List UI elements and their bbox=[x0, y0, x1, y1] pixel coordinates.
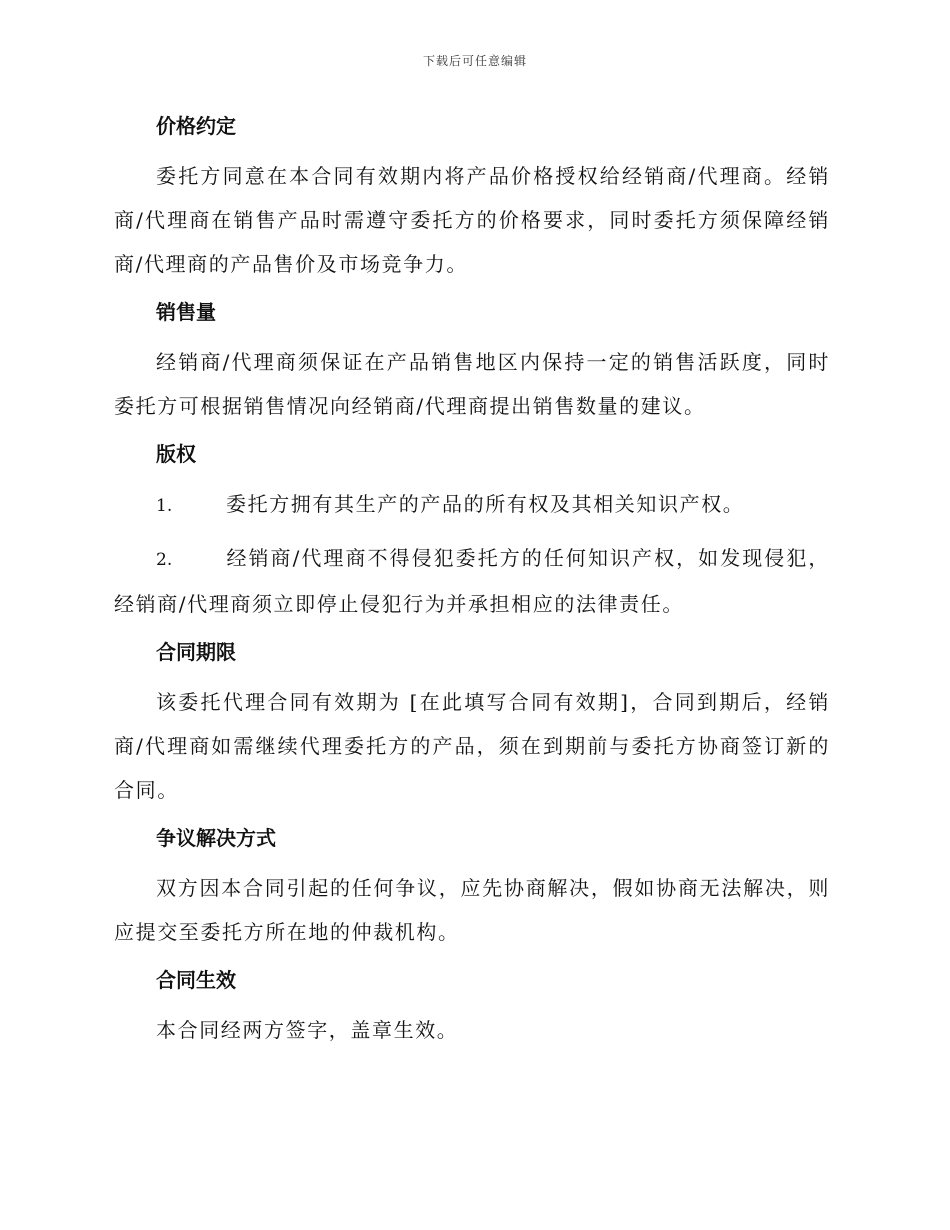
section-heading: 合同期限 bbox=[156, 640, 236, 664]
item-text: 委托方拥有其生产的产品的所有权及其相关知识产权。 bbox=[226, 492, 745, 516]
section-paragraph: 经销商/代理商须保证在产品销售地区内保持一定的销售活跃度，同时委托方可根据销售情况向经销商/代理商提出销售数量的建议。 bbox=[114, 350, 830, 418]
document-body bbox=[114, 108, 830, 1060]
section-contract-term bbox=[114, 634, 830, 812]
section-paragraph: 本合同经两方签字，盖章生效。 bbox=[156, 1018, 459, 1042]
numbered-item bbox=[114, 536, 830, 626]
section-copyright bbox=[114, 436, 830, 626]
section-dispute-resolution bbox=[114, 820, 830, 954]
page-header: 下载后可任意编辑 bbox=[422, 54, 527, 68]
section-heading: 版权 bbox=[156, 442, 196, 466]
section-heading: 争议解决方式 bbox=[156, 826, 276, 850]
section-heading: 价格约定 bbox=[156, 114, 236, 138]
item-number: 2. bbox=[156, 550, 173, 570]
section-heading: 合同生效 bbox=[156, 968, 236, 992]
section-price bbox=[114, 108, 830, 286]
section-paragraph: 该委托代理合同有效期为 [在此填写合同有效期]，合同到期后，经销商/代理商如需继续代理委托方的产品，须在到期前与委托方协商签订新的合同。 bbox=[114, 690, 830, 802]
item-text: 经销商/代理商不得侵犯委托方的任何知识产权，如发现侵犯，经销商/代理商须立即停止侵犯行为并承担相应的法律责任。 bbox=[114, 546, 830, 616]
section-effectiveness bbox=[114, 962, 830, 1052]
numbered-item bbox=[114, 482, 830, 528]
section-sales-volume bbox=[114, 294, 830, 428]
section-paragraph: 双方因本合同引起的任何争议，应先协商解决，假如协商无法解决，则应提交至委托方所在地的仲裁机构。 bbox=[114, 876, 830, 944]
item-number: 1. bbox=[156, 496, 173, 516]
section-heading: 销售量 bbox=[156, 300, 216, 324]
section-paragraph: 委托方同意在本合同有效期内将产品价格授权给经销商/代理商。经销商/代理商在销售产品时需遵守委托方的价格要求，同时委托方须保障经销商/代理商的产品售价及市场竞争力。 bbox=[114, 164, 830, 276]
